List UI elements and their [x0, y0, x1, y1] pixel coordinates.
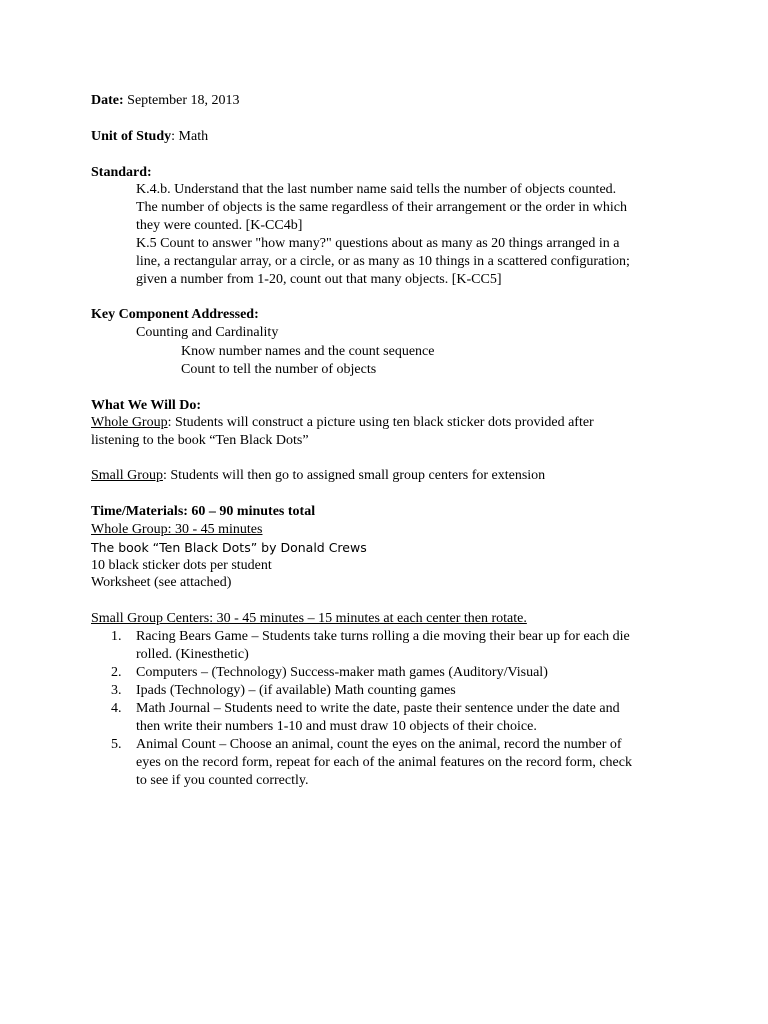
date-line [91, 92, 240, 110]
standard-line: K.5 Count to answer "how many?" questions about as many as 20 things arranged in a [136, 236, 620, 251]
what-heading: What We Will Do: [91, 398, 202, 413]
list-item-line: rolled. (Kinesthetic) [136, 647, 249, 662]
list-item-line: eyes on the record form, repeat for each of the animal features on the record form, check [136, 755, 632, 770]
unit-value: : Math [171, 129, 209, 144]
list-item-line: to see if you counted correctly. [136, 773, 309, 788]
list-item-line: Math Journal – Students need to write the date, paste their sentence under the date and [136, 701, 620, 716]
list-number: 1. [111, 629, 122, 644]
standard-line: line, a rectangular array, or a circle, or as many as 10 things in a scattered configuration; [136, 254, 630, 269]
small-group-text: : Students will then go to assigned small group centers for extension [162, 468, 546, 483]
key-component-main: Counting and Cardinality [136, 325, 279, 340]
standard-line: they were counted. [K-CC4b] [136, 218, 303, 233]
book-line: The book “Ten Black Dots” by Donald Crews [91, 540, 367, 555]
dots-line: 10 black sticker dots per student [91, 558, 272, 573]
unit-label: Unit of Study [91, 129, 172, 144]
time-heading: Time/Materials: 60 – 90 minutes total [91, 504, 316, 519]
list-number: 3. [111, 683, 122, 698]
whole-group-label: Whole Group [91, 415, 168, 430]
unit-line [91, 128, 208, 146]
centers-heading: Small Group Centers: 30 - 45 minutes – 15 minutes at each center then rotate. [91, 611, 527, 626]
list-item-line: Ipads (Technology) – (if available) Math counting games [136, 683, 456, 698]
whole-group-line [91, 414, 594, 432]
small-group-label: Small Group [91, 468, 163, 483]
worksheet-line: Worksheet (see attached) [91, 575, 232, 590]
key-component-sub: Know number names and the count sequence [181, 344, 435, 359]
list-number: 4. [111, 701, 122, 716]
standard-line: The number of objects is the same regardless of their arrangement or the order in which [136, 200, 627, 215]
small-group-line [91, 467, 545, 485]
whole-group-text: : Students will construct a picture using ten black sticker dots provided after [167, 415, 594, 430]
whole-group-time: Whole Group: 30 - 45 minutes [91, 522, 263, 537]
key-component-sub: Count to tell the number of objects [181, 362, 377, 377]
list-item-line: Computers – (Technology) Success-maker math games (Auditory/Visual) [136, 665, 548, 680]
list-item-line: Animal Count – Choose an animal, count the eyes on the animal, record the number of [136, 737, 622, 752]
list-item-line: Racing Bears Game – Students take turns rolling a die moving their bear up for each die [136, 629, 630, 644]
standard-heading: Standard: [91, 165, 152, 180]
key-component-heading: Key Component Addressed: [91, 307, 259, 322]
list-item-line: then write their numbers 1-10 and must draw 10 objects of their choice. [136, 719, 537, 734]
list-number: 5. [111, 737, 122, 752]
date-value: September 18, 2013 [123, 93, 240, 108]
standard-line: given a number from 1-20, count out that many objects. [K-CC5] [136, 272, 502, 287]
list-number: 2. [111, 665, 122, 680]
standard-line: K.4.b. Understand that the last number name said tells the number of objects counted. [136, 182, 617, 197]
whole-group-line-2: listening to the book “Ten Black Dots” [91, 433, 309, 448]
date-label: Date: [91, 93, 124, 108]
